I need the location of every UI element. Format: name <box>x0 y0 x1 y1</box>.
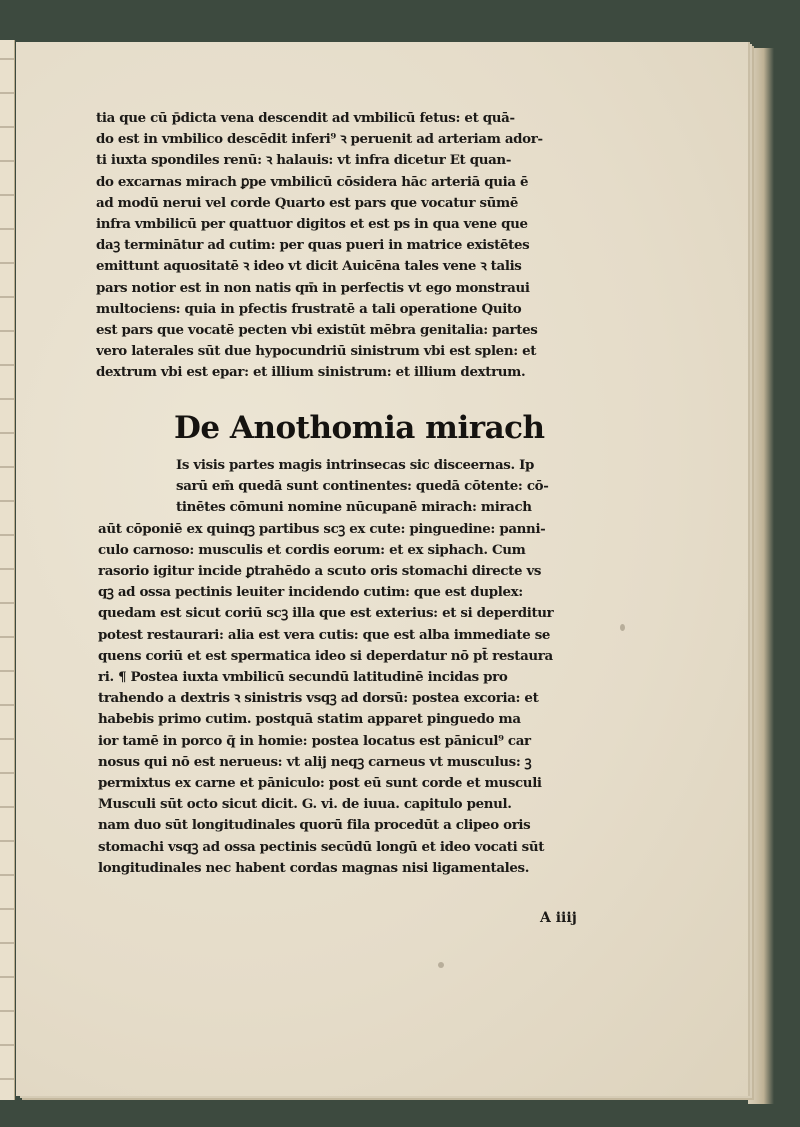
text-line: longitudinales nec habent cordas magnas nisi ligamentales. <box>98 859 530 876</box>
text-line: trahendo a dextris ꝛ sinistris vsqꝫ ad dorsū: postea excoria: et <box>98 690 539 707</box>
text-line: est pars que vocatē pecten vbi existūt mēbra genitalia: partes <box>96 322 538 339</box>
body-paragraph <box>98 455 618 879</box>
text-line: habebis primo cutim. postquā statim apparet pinguedo ma <box>98 711 521 728</box>
text-line: tinētes cōmuni nomine nūcupanē mirach: mirach <box>176 499 532 516</box>
adjacent-page-strip <box>0 40 15 1100</box>
text-line: qꝫ ad ossa pectinis leuiter incidendo cutim: que est duplex: <box>98 584 523 601</box>
text-line: tia que cū p̄dicta vena descendit ad vmbilicū fetus: et quā- <box>96 110 515 126</box>
text-line: nosus qui nō est nerueus: vt alij neqꝫ carneus vt musculus: ꝫ <box>98 753 532 770</box>
text-line: Is visis partes magis intrinsecas sic disceernas. Ip <box>176 457 535 473</box>
signature-mark: A iiij <box>540 910 577 926</box>
text-line: nam duo sūt longitudinales quorū fila procedūt a clipeo oris <box>98 817 531 834</box>
text-line: do excarnas mirach ꝑpe vmbilicū cōsidera hāc arteriā quia ē <box>96 173 529 190</box>
top-paragraph <box>96 108 636 384</box>
paper-speck <box>620 624 625 631</box>
text-line: daꝫ terminātur ad cutim: per quas pueri in matrice existētes <box>96 237 530 254</box>
text-line: vero laterales sūt due hypocundriū sinistrum vbi est splen: et <box>96 343 537 360</box>
page-edge-stack <box>748 48 774 1104</box>
text-line: pars notior est in non natis qm̄ in perfectis vt ego monstraui <box>96 279 530 296</box>
text-line: aūt cōponiē ex quinqꝫ partibus scꝫ ex cute: pinguedine: panni- <box>98 520 546 537</box>
text-line: potest restaurari: alia est vera cutis: que est alba immediate se <box>98 626 551 643</box>
text-line: culo carnoso: musculis et cordis eorum: et ex siphach. Cum <box>98 541 526 558</box>
text-line: dextrum vbi est epar: et illium sinistrum: et illium dextrum. <box>96 364 526 381</box>
text-line: ri. ¶ Postea iuxta vmbilicū secundū latitudinē incidas pro <box>98 669 508 686</box>
text-line: multociens: quia in pfectis frustratē a tali operatione Quito <box>96 300 522 317</box>
text-line: ad modū nerui vel corde Quarto est pars que vocatur sūmē <box>96 194 519 211</box>
text-line: quedam est sicut coriū scꝫ illa que est exterius: et si deperditur <box>98 605 554 622</box>
section-heading: De Anothomia mirach <box>174 410 545 446</box>
text-line: do est in vmbilico descēdit inferi⁹ ꝛ peruenit ad arteriam ador- <box>96 131 543 148</box>
paper-speck <box>438 962 444 968</box>
text-line: quens coriū et est spermatica ideo si deperdatur nō pt̄ restaura <box>98 647 553 664</box>
text-line: sarū em̄ quedā sunt continentes: quedā cōtente: cō- <box>176 478 549 495</box>
text-line: ti iuxta spondiles renū: ꝛ halauis: vt infra dicetur Et quan- <box>96 152 512 169</box>
text-line: emittunt aquositatē ꝛ ideo vt dicit Auicēna tales vene ꝛ talis <box>96 258 522 275</box>
text-line: infra vmbilicū per quattuor digitos et est ps in qua vene que <box>96 216 528 233</box>
text-line: permixtus ex carne et pāniculo: post eū sunt corde et musculi <box>98 775 542 792</box>
text-line: stomachi vsqꝫ ad ossa pectinis secūdū longū et ideo vocati sūt <box>98 838 545 855</box>
adjacent-page-text-marks <box>0 40 14 1100</box>
text-line: rasorio igitur incide ꝑtrahēdo a scuto oris stomachi directe vs <box>98 563 542 580</box>
text-line: Musculi sūt octo sicut dicit. G. vi. de iuua. capitulo penul. <box>98 796 512 813</box>
text-line: ior tamē in porco q̄ in homie: postea locatus est pānicul⁹ car <box>98 732 531 749</box>
